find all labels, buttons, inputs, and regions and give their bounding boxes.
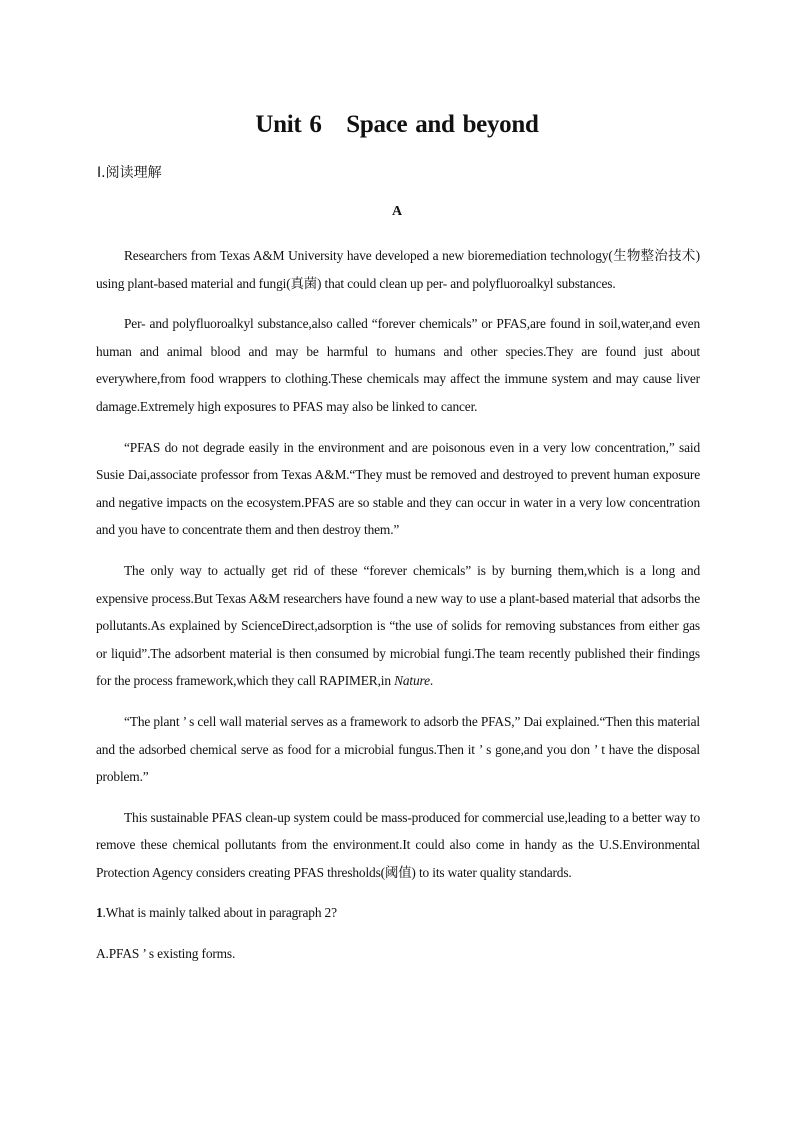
passage-letter: A: [391, 204, 403, 219]
question-number: 1: [96, 905, 103, 921]
option-a: A.PFAS ’ s existing forms.: [96, 946, 236, 962]
question-text: .What is mainly talked about in paragraph 2?: [102, 905, 337, 921]
section-label: Ⅰ.阅读理解: [97, 165, 162, 181]
paragraph-4-tail: .: [429, 673, 434, 689]
page-title: Unit 6 Space and beyond: [255, 111, 539, 138]
passage-body: [96, 242, 700, 981]
paragraph-3: “PFAS do not degrade easily in the environment and are poisonous even in a very low concentration,” said Susie Dai,associate professor from Texas A&M.“They must be removed and destroyed to prevent human exposure and negative impacts on the ecosystem.PFAS are so stable and they can occur in water in a very low concentration and you have to concentrate them and then destroy them.”: [96, 439, 700, 538]
paragraph-4-text: The only way to actually get rid of these “forever chemicals” is by burning them,which is a long and expensive process.But Texas A&M researchers have found a new way to use a plant-based material that adsorbs the pollutants.As explained by ScienceDirect,adsorption is “the use of solids for removing substances from either gas or liquid”.The adsorbent material is then consumed by microbial fungi.The team recently published their findings for the process framework,which they call RAPIMER,in: [96, 562, 700, 689]
paragraph-4: [96, 557, 700, 695]
paragraph-1: Researchers from Texas A&M University have developed a new bioremediation technology(生物整治技术) using plant-based material and fungi(真菌) that could clean up per- and polyfluoroalkyl substances.: [96, 248, 700, 291]
paragraph-5: “The plant ’ s cell wall material serves as a framework to adsorb the PFAS,” Dai explained.“Then this material and the adsorbed chemical serve as food for a microbial fungus.Then it ’ s gone,and you don ’ t have the disposal problem.”: [96, 713, 700, 785]
journal-name: Nature: [394, 673, 430, 689]
paragraph-6: This sustainable PFAS clean-up system could be mass-produced for commercial use,leading to a better way to remove these chemical pollutants from the environment.It could also come in handy as the U.S.Environmental Protection Agency considers creating PFAS thresholds(阈值) to its water quality standards.: [96, 809, 700, 880]
question-1: [96, 899, 700, 927]
paragraph-2: Per- and polyfluoroalkyl substance,also called “forever chemicals” or PFAS,are found in soil,water,and even human and animal blood and may be harmful to humans and other species.They are found just about everywhere,from food wrappers to clothing.These chemicals may affect the immune system and may cause liver damage.Extremely high exposures to PFAS may also be linked to cancer.: [96, 316, 700, 414]
